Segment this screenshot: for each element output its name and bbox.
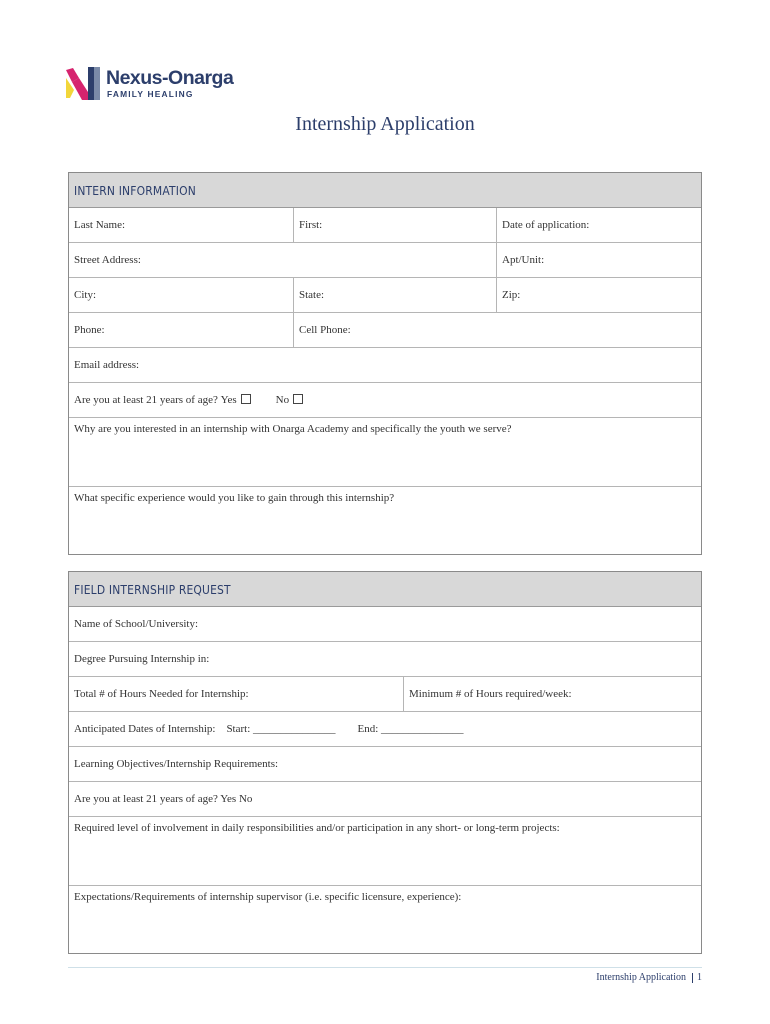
hours-row [69, 677, 701, 712]
section-header [69, 173, 701, 208]
page-footer [596, 972, 702, 983]
school-field[interactable]: Name of School/University: [74, 618, 199, 630]
intern-information-section [68, 172, 702, 555]
section-title: FIELD INTERNSHIP REQUEST [74, 581, 231, 597]
field-age-row [69, 782, 701, 817]
page-number: 1 [697, 972, 702, 983]
degree-row [69, 642, 701, 677]
cell-phone-field[interactable]: Cell Phone: [293, 313, 701, 347]
state-field[interactable]: State: [293, 278, 496, 312]
experience-row [69, 487, 701, 555]
learning-row [69, 747, 701, 782]
address-row [69, 243, 701, 278]
yes-label: Yes [220, 394, 237, 406]
field-age-question[interactable]: Are you at least 21 years of age? Yes No [74, 793, 253, 805]
footer-label: Internship Application [596, 972, 686, 983]
learning-objectives-field[interactable]: Learning Objectives/Internship Requirements: [74, 758, 279, 770]
city-field[interactable]: City: [74, 289, 97, 301]
first-name-field[interactable]: First: [293, 208, 496, 242]
age-row [69, 383, 701, 418]
logo-tagline: FAMILY HEALING [107, 89, 194, 99]
no-checkbox[interactable] [293, 394, 303, 404]
dates-label: Anticipated Dates of Internship: [74, 723, 216, 735]
page-title: Internship Application [295, 113, 475, 135]
email-row [69, 348, 701, 383]
start-date-blank[interactable]: Start: _______________ [226, 723, 336, 735]
school-row [69, 607, 701, 642]
age-question-label: Are you at least 21 years of age? [74, 394, 218, 406]
involvement-row [69, 817, 701, 886]
why-interested-field[interactable]: Why are you interested in an internship with Onarga Academy and specifically the youth we serve? [74, 423, 512, 435]
footer-divider [68, 967, 702, 968]
total-hours-field[interactable]: Total # of Hours Needed for Internship: [74, 688, 249, 700]
why-interested-row [69, 418, 701, 487]
degree-field[interactable]: Degree Pursuing Internship in: [74, 653, 210, 665]
min-hours-field[interactable]: Minimum # of Hours required/week: [403, 677, 701, 711]
phone-row [69, 313, 701, 348]
age-question [69, 383, 701, 417]
expectations-row [69, 886, 701, 954]
section-title: INTERN INFORMATION [74, 182, 196, 198]
nexus-onarga-logo [66, 64, 256, 104]
name-row [69, 208, 701, 243]
experience-field[interactable]: What specific experience would you like to gain through this internship? [74, 492, 395, 504]
phone-field[interactable]: Phone: [74, 324, 105, 336]
logo-mark-icon [66, 64, 102, 102]
apt-unit-field[interactable]: Apt/Unit: [496, 243, 701, 277]
street-address-field[interactable]: Street Address: [74, 254, 141, 266]
zip-field[interactable]: Zip: [496, 278, 701, 312]
yes-checkbox[interactable] [241, 394, 251, 404]
city-row [69, 278, 701, 313]
logo-name: Nexus-Onarga [106, 67, 234, 89]
involvement-field[interactable]: Required level of involvement in daily responsibilities and/or participation in any short- or long-term projects: [74, 822, 560, 834]
last-name-field[interactable]: Last Name: [74, 219, 126, 231]
no-label: No [275, 394, 290, 406]
field-internship-request-section [68, 571, 702, 954]
section-header [69, 572, 701, 607]
dates-row [69, 712, 701, 747]
end-date-blank[interactable]: End: _______________ [357, 723, 464, 735]
dates-field[interactable] [69, 712, 701, 746]
footer-separator [692, 973, 693, 983]
date-of-application-field[interactable]: Date of application: [496, 208, 701, 242]
email-field[interactable]: Email address: [74, 359, 140, 371]
expectations-field[interactable]: Expectations/Requirements of internship supervisor (i.e. specific licensure, experience): [74, 891, 462, 903]
